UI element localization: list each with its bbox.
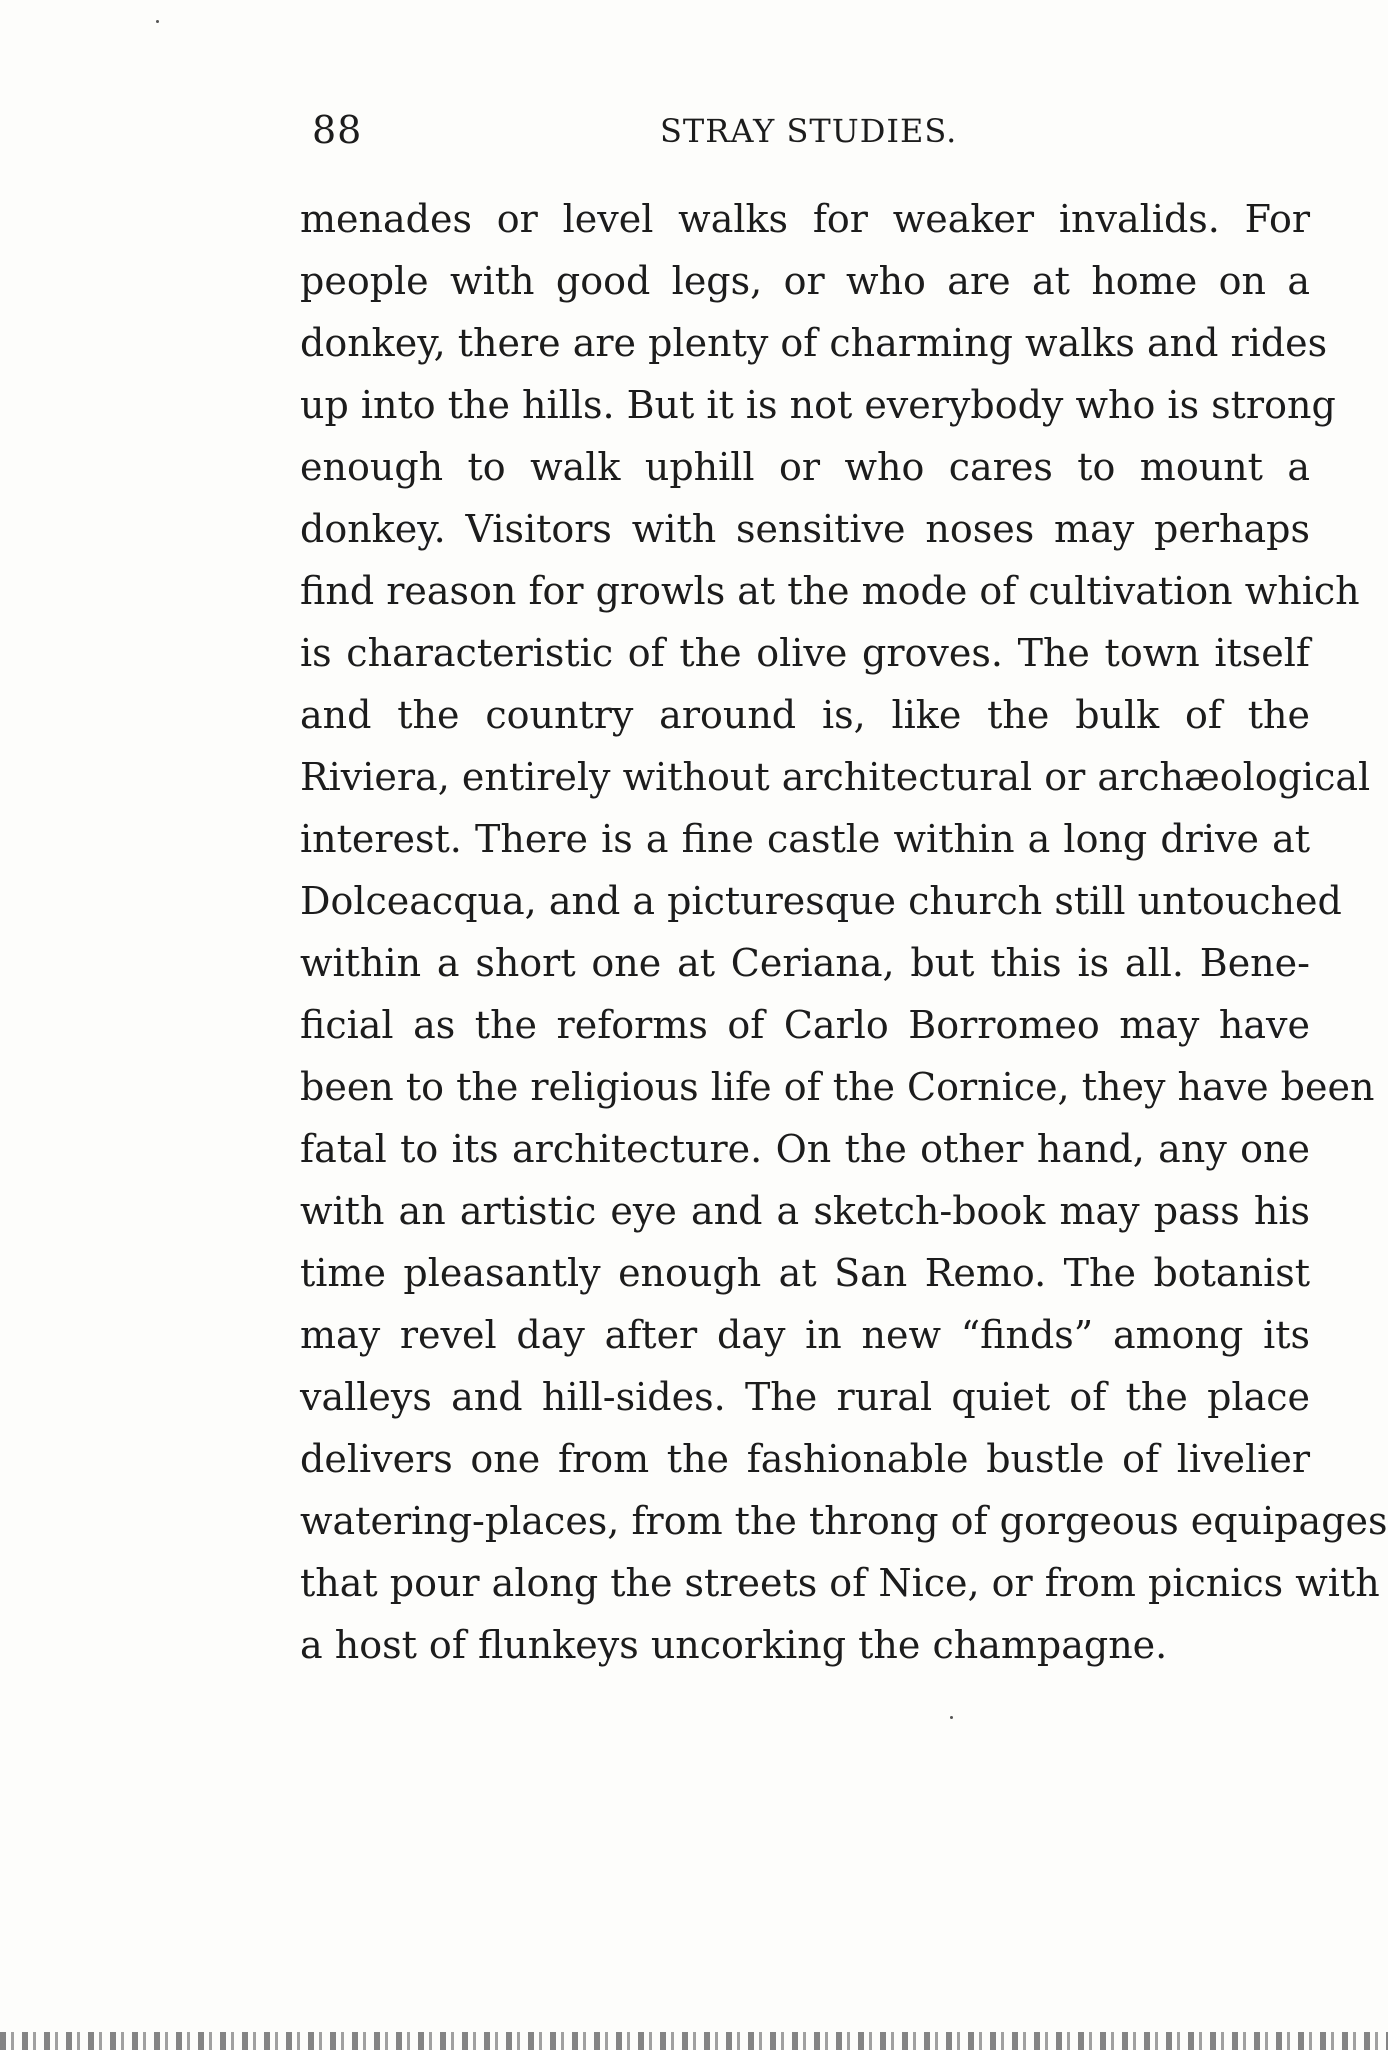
text-line: and the country around is, like the bulk of the <box>300 693 1310 737</box>
text-line: donkey, there are plenty of charming walks and rides <box>300 321 1328 365</box>
text-line: enough to walk uphill or who cares to mount a <box>300 445 1310 489</box>
text-line: interest. There is a fine castle within a long drive at <box>300 817 1310 861</box>
text-line: menades or level walks for weaker invalids. For <box>300 197 1310 241</box>
page-bottom-edge <box>0 2032 1388 2050</box>
text-line: find reason for growls at the mode of cultivation which <box>300 569 1360 613</box>
text-line: with an artistic eye and a sketch-book may pass his <box>300 1189 1310 1233</box>
text-line: people with good legs, or who are at home on a <box>300 259 1310 303</box>
text-line: Riviera, entirely without architectural or archæological <box>300 755 1371 799</box>
text-line: a host of flunkeys uncorking the champagne. <box>300 1623 1168 1667</box>
text-line: is characteristic of the olive groves. The town itself <box>300 631 1310 675</box>
text-line: that pour along the streets of Nice, or from picnics with <box>300 1561 1380 1605</box>
page-number: 88 <box>312 108 363 152</box>
body-paragraph <box>300 188 1388 1676</box>
print-speck <box>950 1716 953 1719</box>
running-head: STRAY STUDIES. <box>660 112 958 150</box>
text-line: valleys and hill-sides. The rural quiet of the place <box>300 1375 1310 1419</box>
print-speck <box>156 20 159 23</box>
text-line: time pleasantly enough at San Remo. The botanist <box>300 1251 1310 1295</box>
text-line: watering-places, from the throng of gorgeous equipages <box>300 1499 1388 1543</box>
text-line: fatal to its architecture. On the other hand, any one <box>300 1127 1310 1171</box>
page-header <box>312 108 1310 158</box>
text-line: Dolceacqua, and a picturesque church still untouched <box>300 879 1342 923</box>
text-line: may revel day after day in new “finds” among its <box>300 1313 1310 1357</box>
text-line: delivers one from the fashionable bustle of livelier <box>300 1437 1310 1481</box>
text-line: donkey. Visitors with sensitive noses may perhaps <box>300 507 1310 551</box>
text-line: been to the religious life of the Cornice, they have been <box>300 1065 1375 1109</box>
text-line: ficial as the reforms of Carlo Borromeo may have <box>300 1003 1310 1047</box>
text-line: within a short one at Ceriana, but this is all. Bene- <box>300 941 1310 985</box>
text-line: up into the hills. But it is not everybody who is strong <box>300 383 1336 427</box>
